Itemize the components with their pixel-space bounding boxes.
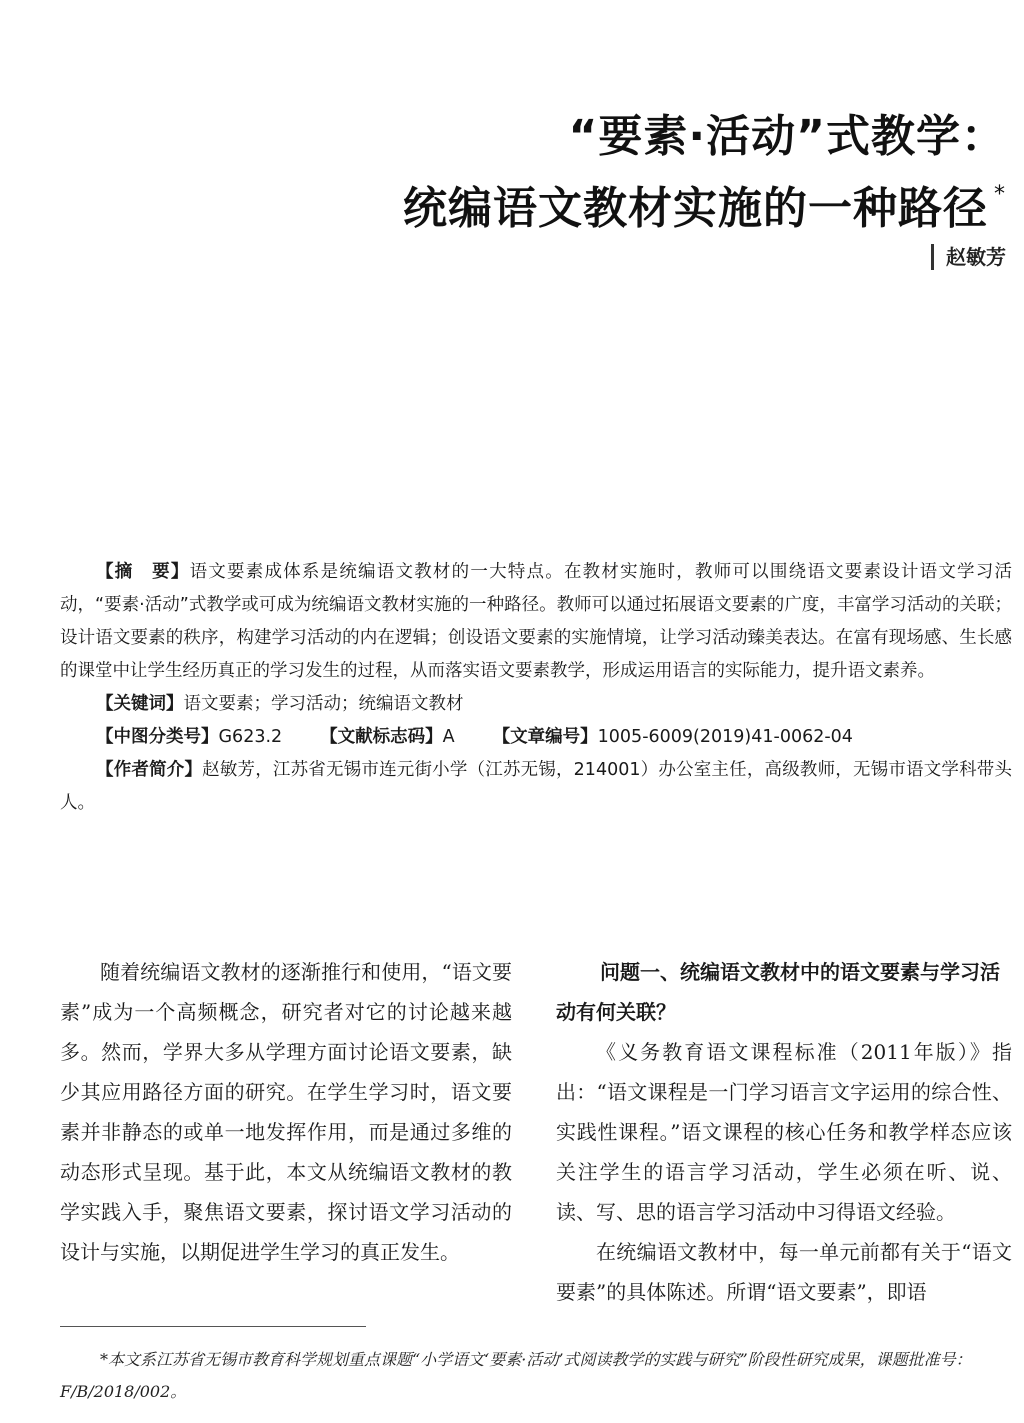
clc-label: 【中图分类号】: [96, 727, 219, 747]
keywords-paragraph: [60, 688, 1012, 721]
author-name: 赵敏芳: [931, 244, 1006, 270]
title-line-1: “要素·活动”式教学：: [568, 111, 1006, 162]
body-paragraph-2: 在统编语文教材中，每一单元前都有关于“语文要素”的具体陈述。所谓“语文要素”，即语: [556, 1240, 1012, 1304]
classification-row: [60, 721, 1012, 754]
article-title: [403, 108, 1006, 238]
title-line-2: [403, 166, 1006, 238]
abstract-section: [60, 556, 1012, 820]
doc-code-value: A: [442, 727, 455, 747]
body-paragraph-1: 《义务教育语文课程标准（2011年版）》指出：“语文课程是一门学习语言文字运用的综合性、实践性课程。”语文课程的核心任务和教学样态应该关注学生的语言学习活动，学生必须在听、说、读、写、思的语言学习活动中习得语文经验。: [556, 1040, 1012, 1224]
keywords-label: 【关键词】: [96, 694, 184, 714]
abstract-text: 语文要素成体系是统编语文教材的一大特点。在教材实施时，教师可以围绕语文要素设计语文学习活动，“要素·活动”式教学或可成为统编语文教材实施的一种路径。教师可以通过拓展语文要素的广度，丰富学习活动的关联；设计语文要素的秩序，构建学习活动的内在逻辑；创设语文要素的实施情境，让学习活动臻美表达。在富有现场感、生长感的课堂中让学生经历真正的学习发生的过程，从而落实语文要素教学，形成运用语言的实际能力，提升语文素养。: [60, 562, 1012, 681]
body-column-left: [60, 952, 512, 1272]
body-column-right: [556, 952, 1012, 1312]
doc-code-label: 【文献标志码】: [320, 727, 443, 747]
article-number-label: 【文章编号】: [492, 727, 598, 747]
section-heading: 问题一、统编语文教材中的语文要素与学习活动有何关联？: [556, 960, 1000, 1024]
title-footnote-mark: *: [994, 182, 1006, 207]
footnote-divider: [60, 1326, 366, 1327]
author-bio-text: 赵敏芳，江苏省无锡市连元街小学（江苏无锡，214001）办公室主任，高级教师，无锡市语文学科带头人。: [60, 760, 1012, 813]
clc-value: G623.2: [218, 727, 283, 747]
abstract-paragraph: [60, 556, 1012, 688]
footnote: [60, 1344, 1012, 1408]
author-bio-paragraph: [60, 754, 1012, 820]
article-number-value: 1005-6009(2019)41-0062-04: [597, 727, 853, 747]
title-line-2-text: 统编语文教材实施的一种路径: [403, 183, 988, 234]
footnote-text: *本文系江苏省无锡市教育科学规划重点课题“小学语文‘要素·活动’式阅读教学的实践与研究”阶段性研究成果，课题批准号：F/B/2018/002。: [60, 1350, 972, 1401]
keywords-text: 语文要素；学习活动；统编语文教材: [183, 694, 464, 714]
abstract-label: 【摘 要】: [96, 562, 190, 582]
intro-paragraph: 随着统编语文教材的逐渐推行和使用，“语文要素”成为一个高频概念，研究者对它的讨论越来越多。然而，学界大多从学理方面讨论语文要素，缺少其应用路径方面的研究。在学生学习时，语文要素并非静态的或单一地发挥作用，而是通过多维的动态形式呈现。基于此，本文从统编语文教材的教学实践入手，聚焦语文要素，探讨语文学习活动的设计与实施，以期促进学生学习的真正发生。: [60, 960, 512, 1264]
author-bio-label: 【作者简介】: [96, 760, 203, 780]
